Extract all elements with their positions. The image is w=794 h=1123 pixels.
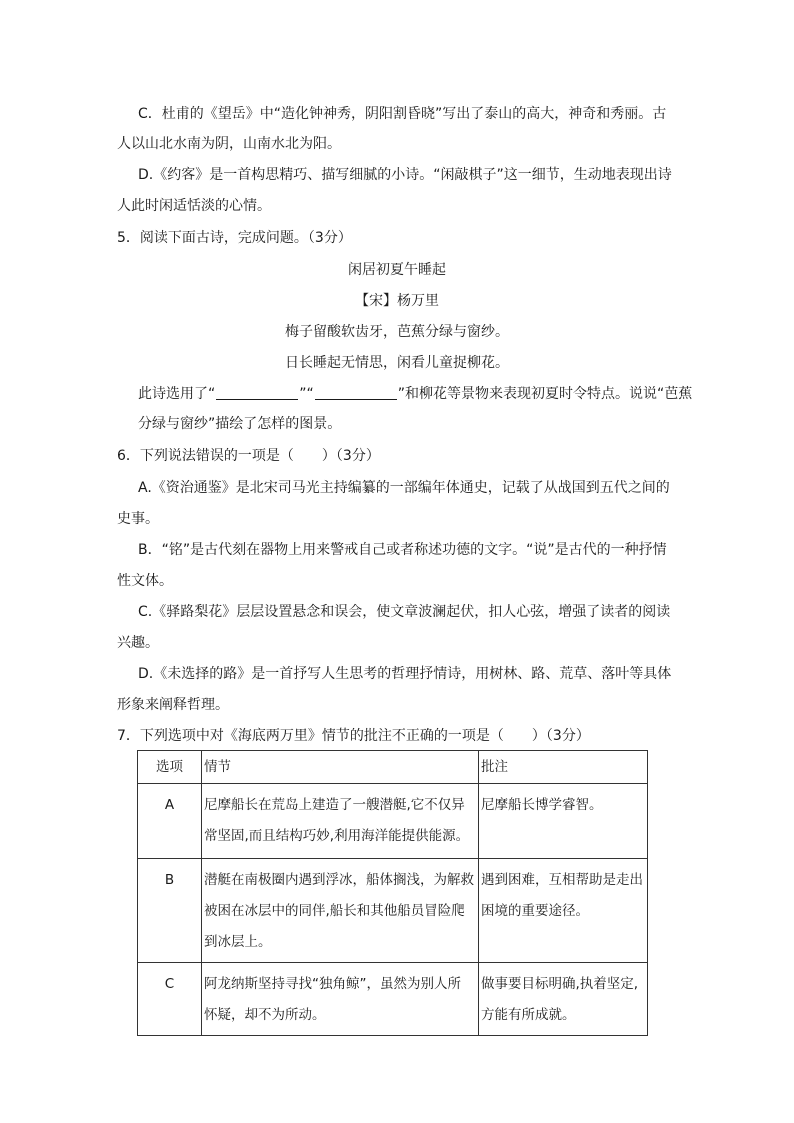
q6-option-b-line2: 性文体。 [117, 573, 173, 589]
answer-blank-1[interactable] [216, 385, 298, 400]
row-c-note [479, 963, 648, 1036]
row-b-note [479, 859, 648, 963]
table-header-row [138, 751, 648, 784]
header-option: 选项 [138, 751, 202, 784]
q6-option-d-line2: 形象来阐释哲理。 [117, 697, 229, 713]
row-c-note-line2: 方能有所成就。 [481, 1007, 576, 1023]
row-b-option: B [138, 859, 202, 963]
paragraph-4d-line1: D.《约客》是一首构思精巧、描写细腻的小诗。“闲敲棋子”这一细节，生动地表现出诗 [138, 167, 672, 183]
row-b-note-line2: 困境的重要途径。 [481, 903, 589, 919]
table-row [138, 784, 648, 859]
row-c-plot-line2: 怀疑，却不为所动。 [204, 1007, 326, 1023]
q6-option-a-line1: A.《资治通鉴》是北宋司马光主持编纂的一部编年体通史，记载了从战国到五代之间的 [138, 480, 670, 496]
q6-option-c-line1: C.《驿路梨花》层层设置悬念和误会，使文章波澜起伏，扣人心弦，增强了读者的阅读 [138, 604, 671, 620]
question-7-stem: 7．下列选项中对《海底两万里》情节的批注不正确的一项是（ ）（3分） [117, 728, 590, 744]
table-row [138, 963, 648, 1036]
row-c-plot [202, 963, 479, 1036]
row-b-plot-line2: 被困在冰层中的同伴,船长和其他船员冒险爬 [204, 903, 465, 919]
q5-text-part3: ”和柳花等景物来表现初夏时令特点。说说“芭蕉 [397, 386, 693, 402]
answer-blank-2[interactable] [315, 385, 397, 400]
q6-option-d-line1: D.《未选择的路》是一首抒写人生思考的哲理抒情诗，用树林、路、荒草、落叶等具体 [138, 666, 672, 682]
table-row [138, 859, 648, 963]
row-a-note-line1: 尼摩船长博学睿智。 [481, 797, 603, 813]
q6-option-a-line2: 史事。 [117, 511, 159, 527]
poem-title: 闲居初夏午睡起 [348, 262, 446, 278]
question-6-stem: 6．下列说法错误的一项是（ ）（3分） [117, 448, 380, 464]
header-plot: 情节 [202, 751, 479, 784]
paragraph-4c-line1: C．杜甫的《望岳》中“造化钟神秀，阴阳割昏晓”写出了泰山的高大，神奇和秀丽。古 [138, 106, 667, 122]
row-a-note [479, 784, 648, 859]
row-c-plot-line1: 阿龙纳斯坚持寻找“独角鲸”，虽然为别人所 [204, 976, 461, 992]
row-b-plot [202, 859, 479, 963]
question-7-table [137, 750, 648, 1036]
row-a-plot [202, 784, 479, 859]
header-note: 批注 [479, 751, 648, 784]
q5-text-part2: ”“ [299, 386, 314, 402]
question-5-stem: 5．阅读下面古诗，完成问题。（3分） [117, 230, 352, 246]
row-a-plot-line1: 尼摩船长在荒岛上建造了一艘潜艇,它不仅异 [204, 797, 465, 813]
poem-author: 【宋】杨万里 [355, 293, 439, 309]
row-c-option: C [138, 963, 202, 1036]
row-b-plot-line3: 到冰层上。 [204, 934, 272, 950]
q6-option-c-line2: 兴趣。 [117, 635, 159, 651]
row-c-note-line1: 做事要目标明确,执着坚定, [481, 976, 639, 992]
paragraph-4d-line2: 人此时闲适恬淡的心情。 [117, 198, 271, 214]
q6-option-b-line1: B．“铭”是古代刻在器物上用来警戒自己或者称述功德的文字。“说”是古代的一种抒情 [138, 542, 667, 558]
poem-line-2: 日长睡起无情思，闲看儿童捉柳花。 [285, 355, 509, 371]
paragraph-4c-line2: 人以山北水南为阴，山南水北为阳。 [117, 136, 341, 152]
question-5-prompt-line2: 分绿与窗纱”描绘了怎样的图景。 [138, 416, 342, 432]
row-a-plot-line2: 常坚固,而且结构巧妙,利用海洋能提供能源。 [204, 828, 470, 844]
row-a-option: A [138, 784, 202, 859]
question-5-prompt [138, 384, 692, 404]
poem-line-1: 梅子留酸软齿牙，芭蕉分绿与窗纱。 [285, 324, 509, 340]
row-b-plot-line1: 潜艇在南极圈内遇到浮冰，船体搁浅，为解救 [204, 872, 474, 888]
q5-text-part1: 此诗选用了“ [138, 386, 216, 402]
row-b-note-line1: 遇到困难，互相帮助是走出 [481, 872, 643, 888]
